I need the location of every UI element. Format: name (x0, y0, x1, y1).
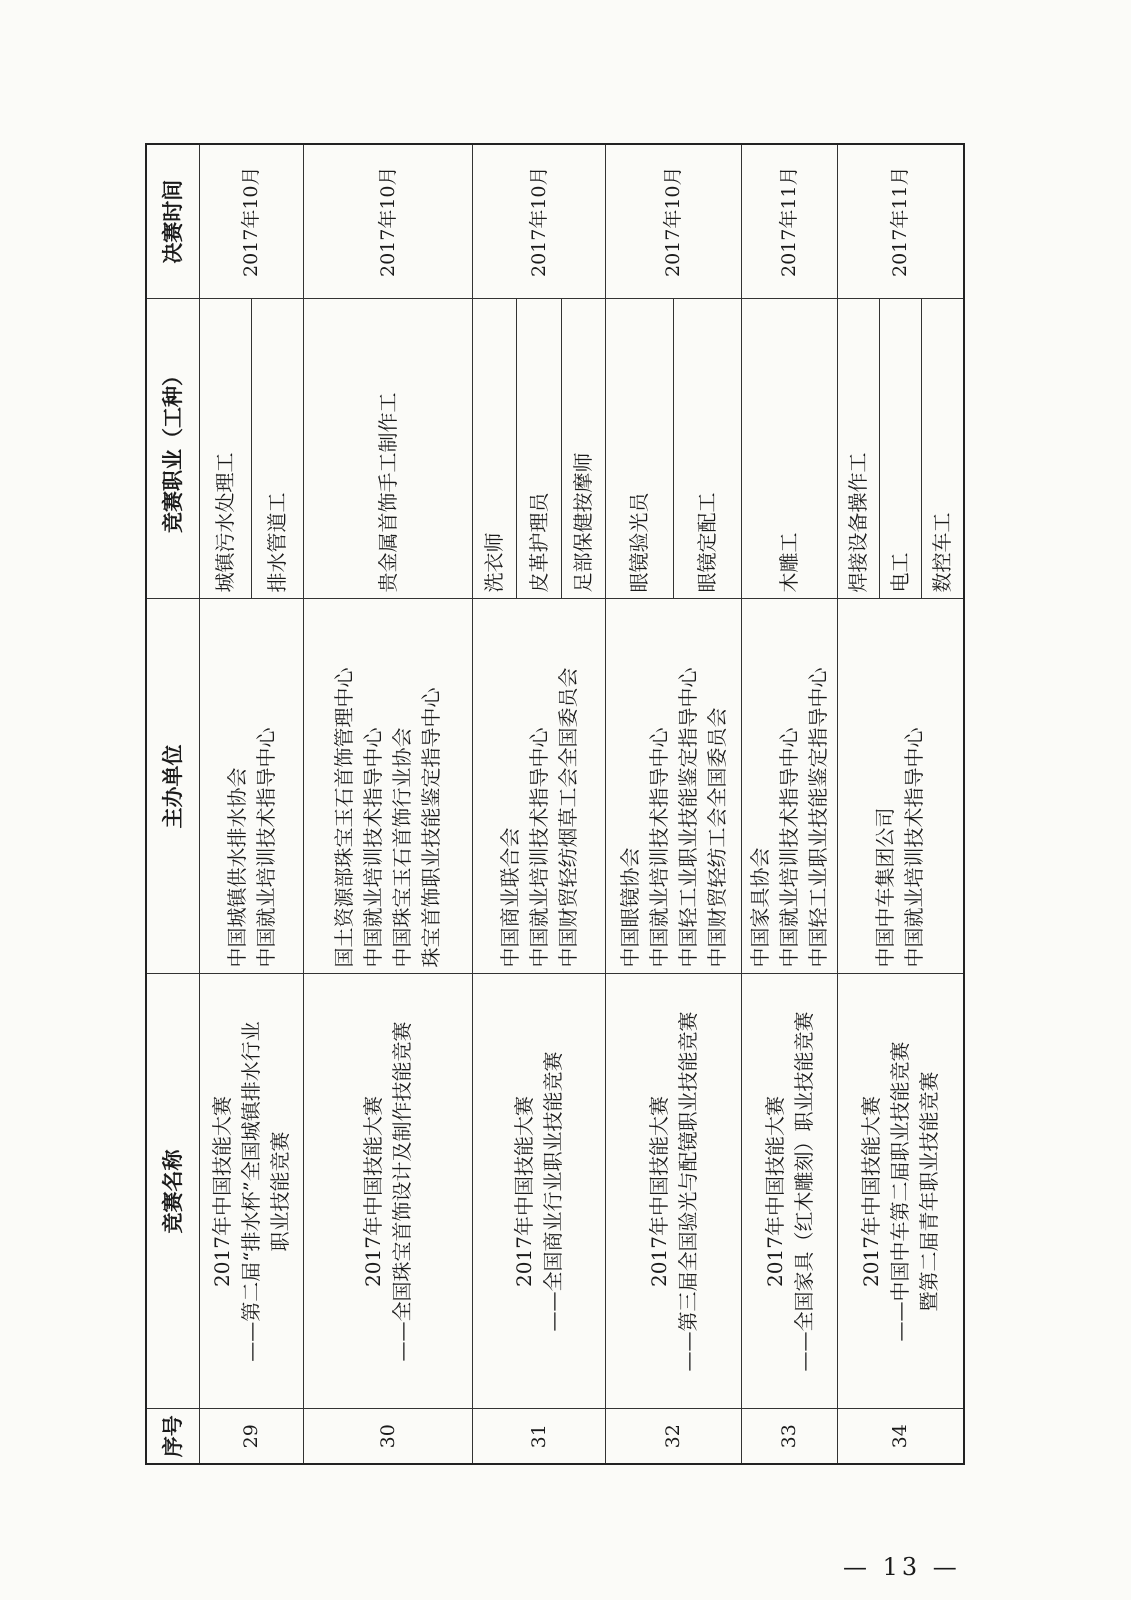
table-row-32 (605, 144, 673, 1464)
occupation-cell: 木雕工 (742, 299, 837, 599)
header-occupation: 竞赛职业（工种） (146, 299, 200, 599)
final-time-cell: 2017年11月 (742, 144, 837, 299)
final-time-cell: 2017年10月 (473, 144, 606, 299)
organizer-line: 中国中车集团公司 (873, 807, 898, 968)
organizer-line: 中国就业培训技术指导中心 (253, 727, 278, 968)
occupation-cell: 电工 (880, 299, 922, 599)
seq-cell: 34 (837, 1409, 964, 1464)
organizer-line: 中国商业联合会 (497, 827, 522, 968)
organizer-line: 中国就业培训技术指导中心 (777, 727, 802, 968)
organizer-line: 中国轻工业职业技能鉴定指导中心 (675, 667, 700, 968)
occupation-cell: 眼镜验光员 (605, 299, 673, 599)
organizer-line: 中国珠宝玉石首饰行业协会 (390, 727, 415, 968)
competition-name-line: 暨第二届青年职业技能竞赛 (916, 1071, 941, 1312)
organizer-line: 中国家具协会 (748, 847, 773, 968)
organizer-line: 中国轻工业职业技能鉴定指导中心 (806, 667, 831, 968)
competition-name-line: ——全国家具（红木雕刻）职业技能竞赛 (791, 1011, 816, 1372)
table-row-33 (742, 144, 837, 1464)
competition-name-cell (837, 974, 964, 1409)
occupation-cell: 洗衣师 (473, 299, 517, 599)
competition-name-line: 2017年中国技能大赛 (210, 1096, 235, 1287)
organizer-line: 中国就业培训技术指导中心 (902, 727, 927, 968)
competition-name-line: ——第三届全国验光与配镜职业技能竞赛 (675, 1011, 700, 1372)
organizer-cell (200, 599, 304, 974)
header-competition: 竞赛名称 (146, 974, 200, 1409)
occupation-cell: 数控车工 (922, 299, 964, 599)
competition-name-line: 2017年中国技能大赛 (361, 1096, 386, 1287)
organizer-line: 中国眼镜协会 (617, 847, 642, 968)
competition-name-line: 2017年中国技能大赛 (858, 1096, 883, 1287)
organizer-line: 中国就业培训技术指导中心 (361, 727, 386, 968)
header-final-time: 决赛时间 (146, 144, 200, 299)
competition-name-line: ——全国商业行业职业技能竞赛 (541, 1051, 566, 1332)
organizer-cell (837, 599, 964, 974)
organizer-line: 中国财贸轻纺烟草工会全国委员会 (555, 667, 580, 968)
competition-name-line: 职业技能竞赛 (268, 1131, 293, 1252)
occupation-cell: 排水管道工 (252, 299, 304, 599)
seq-cell: 32 (605, 1409, 742, 1464)
competition-name-line: 2017年中国技能大赛 (646, 1096, 671, 1287)
seq-cell: 33 (742, 1409, 837, 1464)
seq-cell: 31 (473, 1409, 606, 1464)
organizer-cell (304, 599, 473, 974)
organizer-cell (473, 599, 606, 974)
table-row-30 (304, 144, 473, 1464)
organizer-line: 中国城镇供水排水协会 (224, 767, 249, 968)
occupation-cell: 眼镜定配工 (674, 299, 742, 599)
organizer-line: 中国财贸轻纺工会全国委员会 (704, 707, 729, 968)
organizer-line: 国土资源部珠宝玉石首饰管理中心 (332, 667, 357, 968)
occupation-cell: 贵金属首饰手工制作工 (304, 299, 473, 599)
competition-name-line: ——全国珠宝首饰设计及制作技能竞赛 (390, 1021, 415, 1362)
competition-table (145, 143, 965, 1465)
occupation-cell: 足部保健按摩师 (561, 299, 605, 599)
final-time-cell: 2017年11月 (837, 144, 964, 299)
competition-name-cell (473, 974, 606, 1409)
competition-name-cell (200, 974, 304, 1409)
page-number: — 13 — (843, 1553, 961, 1581)
occupation-cell: 皮革护理员 (517, 299, 561, 599)
table-row-31 (473, 144, 517, 1464)
organizer-line: 中国就业培训技术指导中心 (526, 727, 551, 968)
competition-name-line: 2017年中国技能大赛 (762, 1096, 787, 1287)
header-organizer: 主办单位 (146, 599, 200, 974)
organizer-cell (742, 599, 837, 974)
final-time-cell: 2017年10月 (200, 144, 304, 299)
occupation-cell: 城镇污水处理工 (200, 299, 252, 599)
competition-name-line: ——中国中车第二届职业技能竞赛 (887, 1041, 912, 1342)
competition-name-line: 2017年中国技能大赛 (512, 1096, 537, 1287)
occupation-cell: 焊接设备操作工 (837, 299, 879, 599)
header-seq: 序号 (146, 1409, 200, 1464)
organizer-line: 珠宝首饰职业技能鉴定指导中心 (419, 687, 444, 968)
competition-name-cell (304, 974, 473, 1409)
final-time-cell: 2017年10月 (605, 144, 742, 299)
table-row-34 (837, 144, 879, 1464)
organizer-line: 中国就业培训技术指导中心 (646, 727, 671, 968)
competition-name-cell (605, 974, 742, 1409)
seq-cell: 30 (304, 1409, 473, 1464)
competition-name-line: ——第二届“排水杯”全国城镇排水行业 (239, 1021, 264, 1362)
competition-name-cell (742, 974, 837, 1409)
seq-cell: 29 (200, 1409, 304, 1464)
table-row-29 (200, 144, 252, 1464)
table-header-row (146, 144, 200, 1464)
final-time-cell: 2017年10月 (304, 144, 473, 299)
organizer-cell (605, 599, 742, 974)
